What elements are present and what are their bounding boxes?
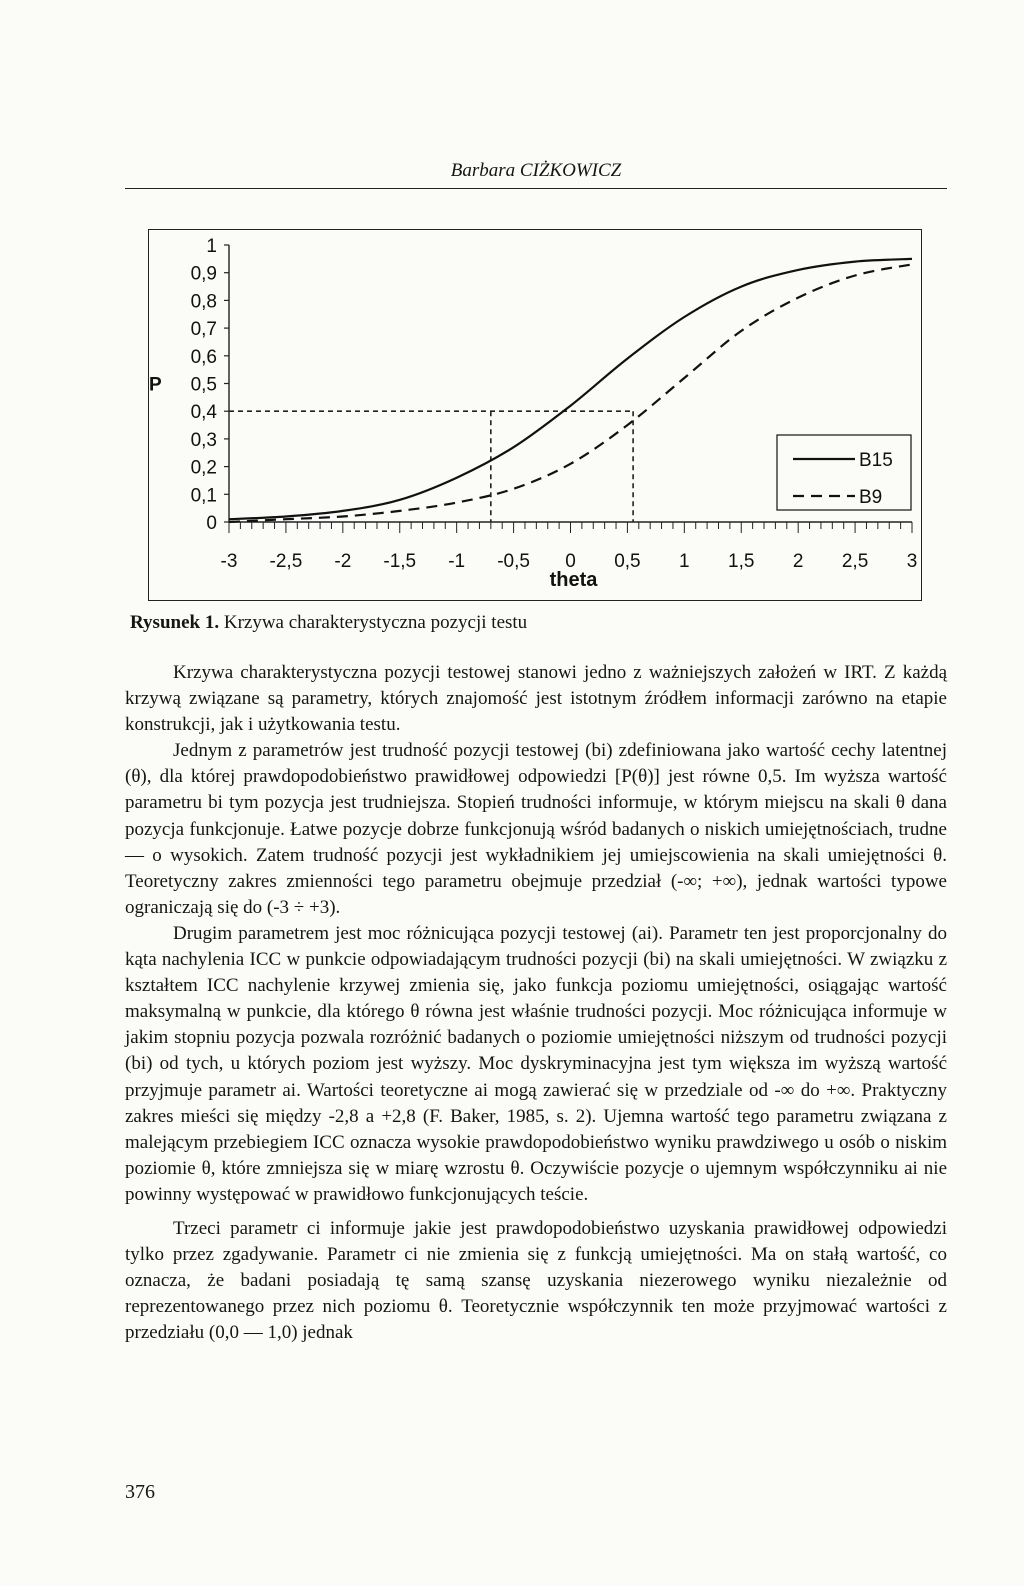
figure-label: Rysunek 1. <box>130 612 220 633</box>
chart-legend <box>777 435 911 510</box>
paragraph-3: Drugim parametrem jest moc różnicująca pozycji testowej (ai). Parametr ten jest proporcjonalny do kąta nachylenia ICC w punkcie odpowiadającym trudności pozycji (bi) na skali umiejętności. W związku z kształtem ICC nachylenie krzywej zmienia się, jako funkcja poziomu umiejętności, osiągając wartość maksymalną w punkcie, dla którego θ równa jest właśnie trudności pozycji. Moc różnicująca informuje w jakim stopniu pozycja pozwala rozróżnić badanych o poziomie umiejętności niższym od trudności pozycji (bi) od tych, u których poziom jest wyższy. Moc dyskryminacyjna jest tym większa im wyższą wartość przyjmuje parametr ai. Wartości teoretyczne ai mogą zawierać się w przedziale od -∞ do +∞. Praktyczny zakres mieści się między -2,8 a +2,8 (F. Baker, 1985, s. 2). Ujemna wartość tego parametru związana z malejącym przebiegiem ICC oznacza wysokie prawdopodobieństwo wyniku prawdziwego u osób o niskim poziomie θ, które zmniejsza się w miarę wzrostu θ. Oczywiście pozycje o ujemnym współczynniku ai nie powinny występować w prawidłowo funkcjonujących teście. <box>125 922 947 1205</box>
x-axis-label: theta <box>549 569 598 591</box>
x-tick-label: -2 <box>334 551 352 572</box>
x-tick-label: -1 <box>448 551 466 572</box>
figure-caption <box>130 612 950 634</box>
icc-chart <box>149 230 923 602</box>
y-tick-label: 0,1 <box>190 485 217 507</box>
x-tick-label: 1,5 <box>728 551 755 572</box>
x-tick-label: 2 <box>792 551 804 572</box>
y-tick-label: 0,7 <box>190 319 217 341</box>
legend-box <box>777 435 911 510</box>
body-text <box>125 660 947 1346</box>
y-tick-label: 0 <box>206 513 217 534</box>
legend-label-b15: B15 <box>859 450 893 471</box>
y-tick-label: 0,3 <box>190 429 217 451</box>
header-rule <box>125 188 947 189</box>
paragraph-2: Jednym z parametrów jest trudność pozycji testowej (bi) zdefiniowana jako wartość cechy latentnej (θ), dla której prawdopodobieństwo prawidłowej odpowiedzi [P(θ)] jest równe 0,5. Im wyższa wartość parametru bi tym pozycja jest trudniejsza. Stopień trudności informuje, w którym miejscu na skali θ dana pozycja funkcjonuje. Łatwe pozycje dobrze funkcjonują wśród badanych o niskich umiejętnościach, trudne — o wysokich. Zatem trudność pozycji jest wykładnikiem jej umiejscowienia na skali umiejętności θ. Teoretyczny zakres zmienności tego parametru obejmuje przedział (-∞; +∞), jednak wartości typowe ograniczają się do (-3 ÷ +3). <box>125 740 947 918</box>
y-tick-label: 0,6 <box>190 346 217 368</box>
reference-lines <box>229 411 633 522</box>
x-tick-label: -0,5 <box>497 551 530 572</box>
y-tick-label: 1 <box>206 236 217 257</box>
y-tick-label: 0,5 <box>190 374 217 396</box>
x-tick-label: -2,5 <box>269 551 303 572</box>
y-tick-label: 0,8 <box>190 291 217 313</box>
x-tick-label: 3 <box>906 551 918 572</box>
y-tick-label: 0,2 <box>190 457 217 479</box>
x-axis <box>221 522 918 591</box>
legend-label-b9: B9 <box>859 487 883 508</box>
figure-caption-text: Krzywa charakterystyczna pozycji testu <box>223 612 528 633</box>
x-tick-label: 1 <box>679 551 690 572</box>
y-axis-label: P <box>149 374 162 396</box>
page-number: 376 <box>125 1481 155 1503</box>
x-tick-label: 0,5 <box>614 551 641 572</box>
x-tick-label: -3 <box>220 551 238 572</box>
y-tick-label: 0,4 <box>190 402 217 424</box>
x-tick-label: 2,5 <box>841 551 869 572</box>
x-tick-label: 0 <box>565 551 576 572</box>
paragraph-1: Krzywa charakterystyczna pozycji testowej stanowi jedno z ważniejszych założeń w IRT. Z każdą krzywą związane są parametry, których znajomość jest istotnym źródłem informacji zarówno na etapie konstrukcji, jak i użytkowania testu. <box>125 662 947 736</box>
x-tick-label: -1,5 <box>383 551 417 572</box>
paragraph-4: Trzeci parametr ci informuje jakie jest prawdopodobieństwo uzyskania prawidłowej odpowiedzi tylko przez zgadywanie. Parametr ci nie zmienia się z funkcją umiejętności. Ma on stałą wartość, co oznacza, że badani posiadają tę samą szansę uzyskania niezerowego wyniku niezależnie od reprezentowanego przez nich poziomu θ. Teoretycznie współczynnik ten może przyjmować wartości z przedziału (0,0 — 1,0) jednak <box>125 1217 947 1344</box>
running-head: Barbara CIŻKOWICZ <box>450 160 622 181</box>
y-tick-label: 0,9 <box>190 263 217 285</box>
y-axis <box>149 236 229 534</box>
figure-chart <box>148 229 922 601</box>
